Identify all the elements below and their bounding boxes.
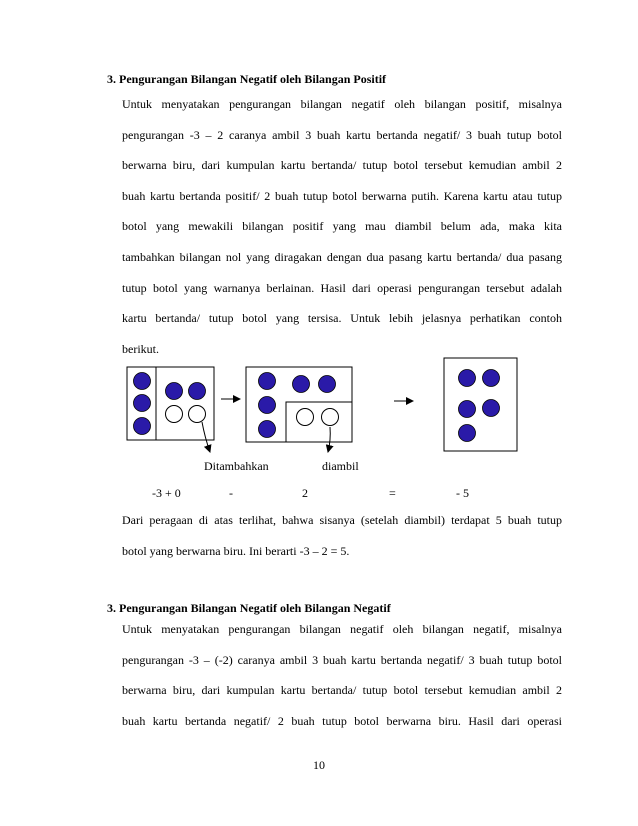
equation-result: - 5: [456, 486, 469, 500]
white-cap: [322, 409, 339, 426]
blue-cap: [134, 418, 151, 435]
blue-cap: [459, 370, 476, 387]
paragraph-line: kartu bertanda/ tutup botol yang tersisa. Untuk lebih jelasnya perhatikan contoh: [122, 311, 562, 326]
section-2-paragraph: [122, 614, 562, 736]
label-added: Ditambahkan: [204, 459, 269, 473]
equation-term: -3 + 0: [152, 486, 181, 500]
paragraph-line: Untuk menyatakan pengurangan bilangan negatif oleh bilangan positif, misalnya: [122, 97, 562, 111]
paragraph-line: Untuk menyatakan pengurangan bilangan negatif oleh bilangan negatif, misalnya: [122, 622, 562, 636]
added-arrow: [202, 422, 210, 452]
taken-arrow: [328, 427, 330, 452]
blue-cap: [483, 370, 500, 387]
result-group: [444, 358, 517, 451]
blue-cap: [259, 421, 276, 438]
blue-cap: [189, 383, 206, 400]
section-1-heading: 3. Pengurangan Bilangan Negatif oleh Bilangan Positif: [107, 72, 387, 86]
paragraph-line: pengurangan -3 – 2 caranya ambil 3 buah kartu bertanda negatif/ 3 buah tutup botol: [122, 127, 562, 142]
paragraph-line: berwarna biru, dari kumpulan kartu bertanda/ tutup botol tersebut kemudian ambil 2: [122, 683, 562, 698]
equation-operator: =: [389, 486, 396, 500]
equation-term: 2: [302, 486, 308, 500]
taken-group: [286, 402, 352, 442]
blue-cap: [166, 383, 183, 400]
blue-cap: [483, 400, 500, 417]
white-cap: [189, 406, 206, 423]
section-2-heading: 3. Pengurangan Bilangan Negatif oleh Bilangan Negatif: [107, 601, 391, 615]
blue-cap: [134, 373, 151, 390]
section-1-conclusion: [122, 505, 562, 566]
blue-cap: [319, 376, 336, 393]
blue-cap: [259, 397, 276, 414]
blue-cap: [293, 376, 310, 393]
blue-cap: [459, 401, 476, 418]
paragraph-line: buah kartu bertanda positif/ 2 buah tutup botol berwarna putih. Karena kartu atau tutup: [122, 188, 562, 203]
blue-cap: [259, 373, 276, 390]
equation-operator: -: [229, 486, 233, 500]
paragraph-line: berikut.: [122, 341, 159, 356]
white-cap: [166, 406, 183, 423]
paragraph-line: tutup botol yang warnanya berlainan. Hasil dari operasi pengurangan tersebut adalah: [122, 280, 562, 295]
page-number: 10: [313, 758, 325, 772]
paragraph-line: pengurangan -3 – (-2) caranya ambil 3 buah kartu bertanda negatif/ 3 buah tutup botol: [122, 652, 562, 667]
paragraph-line: berwarna biru, dari kumpulan kartu bertanda/ tutup botol tersebut kemudian ambil 2: [122, 158, 562, 173]
blue-cap: [134, 395, 151, 412]
white-cap: [297, 409, 314, 426]
paragraph-line: tambahkan bilangan nol yang diragakan dengan dua pasang kartu bertanda/ dua pasang: [122, 249, 562, 264]
paragraph-line: botol yang berwarna biru. Ini berarti -3 – 2 = 5.: [122, 543, 350, 558]
paragraph-line: Dari peragaan di atas terlihat, bahwa sisanya (setelah diambil) terdapat 5 buah tutup: [122, 513, 562, 527]
blue-cap: [459, 425, 476, 442]
label-taken: diambil: [322, 459, 359, 473]
paragraph-line: botol yang mewakili bilangan positif yang mau diambil belum ada, maka kita: [122, 219, 562, 234]
paragraph-line: buah kartu bertanda negatif/ 2 buah tutup botol berwarna biru. Hasil dari operasi: [122, 713, 562, 728]
